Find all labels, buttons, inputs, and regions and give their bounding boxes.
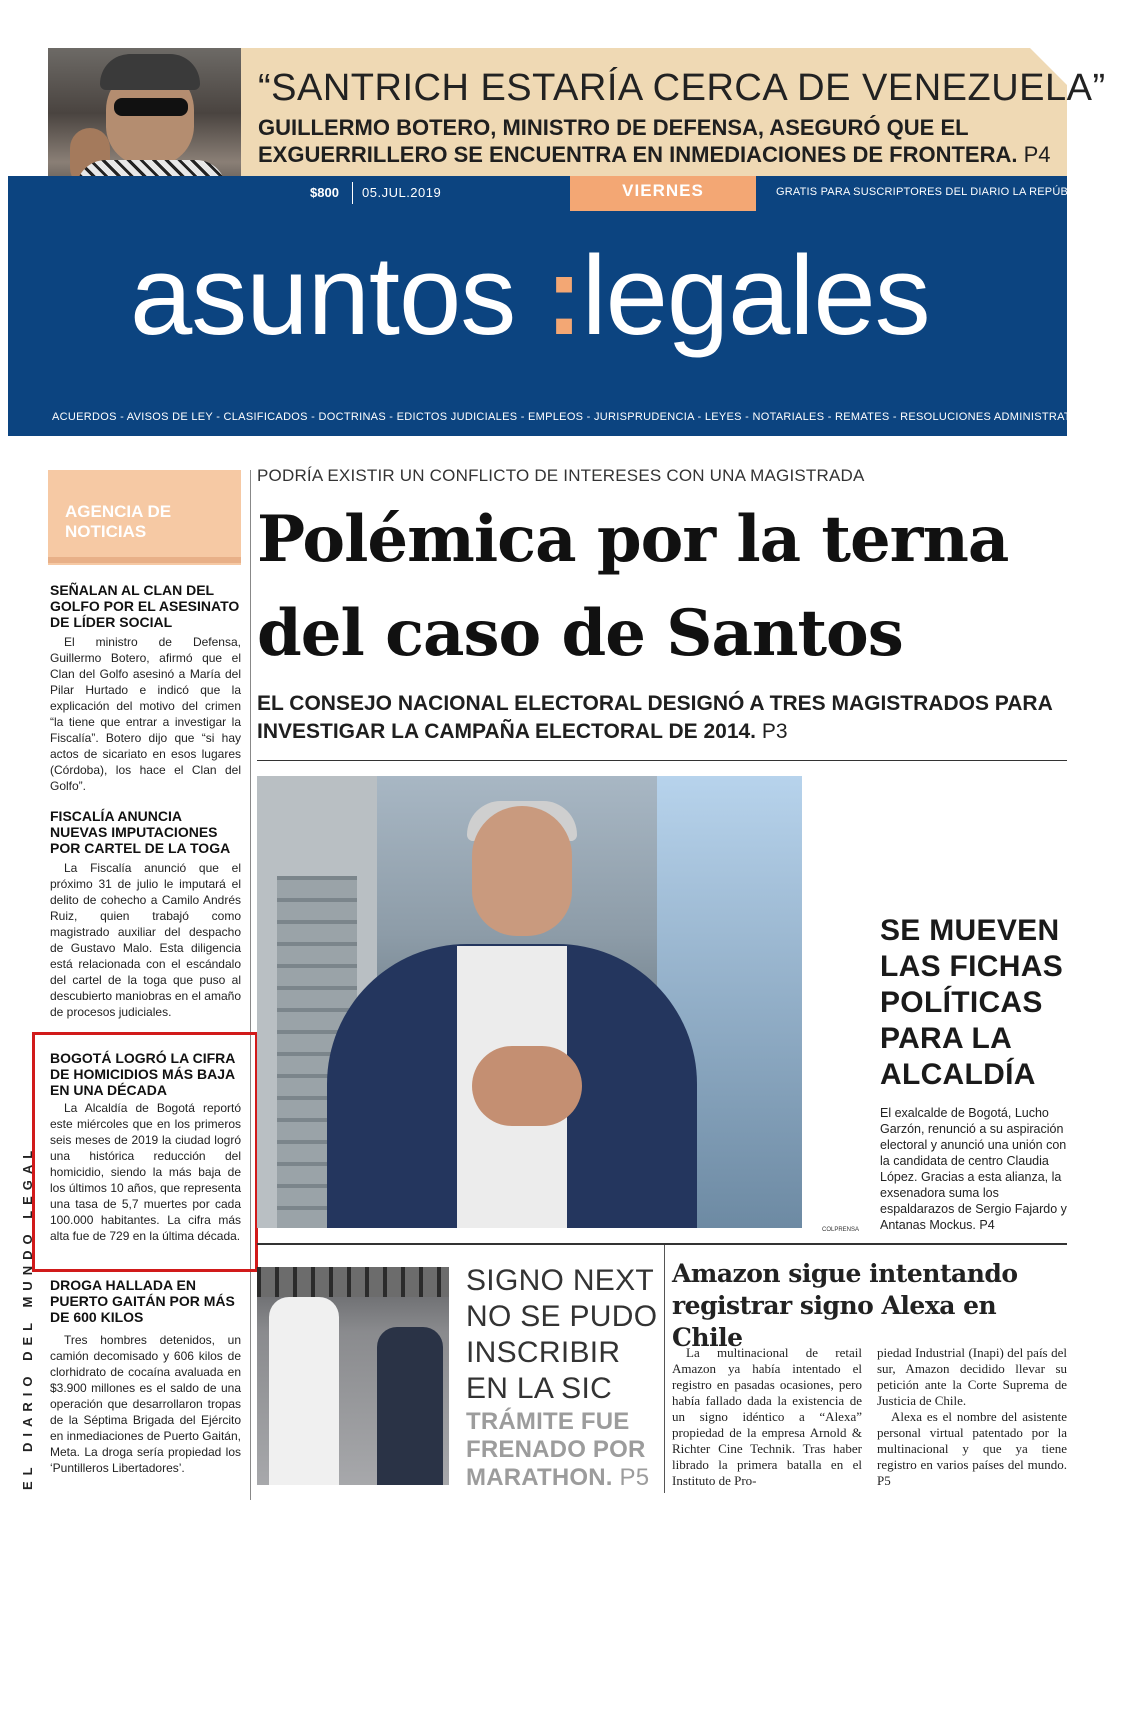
photo-credit: COLPRENSA bbox=[822, 1227, 860, 1233]
main-page-ref: P3 bbox=[761, 720, 788, 743]
next-deck-text: TRÁMITE FUE FRENADO POR MARATHON. bbox=[466, 1408, 646, 1491]
brief-text: La Alcaldía de Bogotá reportó este miércoles que en los primeros seis meses de 2019 la ciudad logró una histórica reducción del homicidio, siendo la más baja de los últimos 10 años, que representa una tasa de 5,7 muertes por cada 100.000 habitantes. La cifra más alta fue de 729 en la última década. bbox=[50, 1101, 241, 1243]
teaser-quote: “SANTRICH ESTARÍA CERCA DE VENEZUELA” bbox=[258, 67, 1106, 109]
teaser-subhead bbox=[258, 114, 1058, 168]
side-body-text: El exalcalde de Bogotá, Lucho Garzón, renunció a su aspiración electoral y anunció una unión con la candidata de centro Claudia López. Gracias a esta alianza, la exsenadora suma los espaldarazos de Sergio Fajardo y Antanas Mockus. bbox=[880, 1106, 1067, 1232]
logo-right: legales bbox=[581, 233, 930, 358]
main-deck bbox=[257, 690, 1067, 746]
side-page-ref: P4 bbox=[979, 1218, 995, 1232]
amazon-column-2 bbox=[877, 1345, 1067, 1489]
side-headline: SE MUEVEN LAS FICHAS POLÍTICAS PARA LA ALCALDÍA bbox=[880, 914, 1063, 1091]
issue-price: $800 bbox=[310, 185, 339, 200]
section-list: ACUERDOS - AVISOS DE LEY - CLASIFICADOS - DOCTRINAS - EDICTOS JUDICIALES - EMPLEOS - JURISPRUDENCIA - LEYES - NOTARIALES - REMATES - RESOLUCIONES ADMINISTRATIVAS bbox=[52, 411, 1097, 423]
brief-body bbox=[50, 634, 241, 794]
logo-colon: : bbox=[545, 233, 582, 358]
teaser-page-ref: P4 bbox=[1023, 142, 1051, 167]
issue-date: 05.JUL.2019 bbox=[362, 185, 442, 200]
amazon-text: La multinacional de retail Amazon ya había intentado el registro en pasadas ocasiones, pero había fallado dada la existencia de un signo idéntico a “Alexa” propiedad de la empresa Arnold & Richter Cine Technik. Tras haber librado la primera batalla en el Instituto de Pro- bbox=[672, 1345, 862, 1488]
amazon-headline: Amazon sigue intentando registrar signo Alexa en Chile bbox=[672, 1259, 1018, 1352]
brief-headline: FISCALÍA ANUNCIA NUEVAS IMPUTACIONES POR CARTEL DE LA TOGA bbox=[50, 808, 231, 856]
side-body bbox=[880, 1105, 1070, 1233]
amazon-text-end bbox=[877, 1409, 1067, 1489]
brief-headline: SEÑALAN AL CLAN DEL GOLFO POR EL ASESINATO DE LÍDER SOCIAL bbox=[50, 582, 240, 630]
store-photo bbox=[257, 1267, 449, 1485]
amazon-column-1 bbox=[672, 1345, 862, 1489]
brief-headline: DROGA HALLADA EN PUERTO GAITÁN POR MÁS DE 600 KILOS bbox=[50, 1277, 235, 1325]
logo-left: asuntos bbox=[130, 233, 516, 358]
issue-day: VIERNES bbox=[570, 176, 756, 211]
main-deck-text: EL CONSEJO NACIONAL ELECTORAL DESIGNÓ A TRES MAGISTRADOS PARA INVESTIGAR LA CAMPAÑA ELECTORAL DE 2014. bbox=[257, 692, 1052, 743]
brief-headline: BOGOTÁ LOGRÓ LA CIFRA DE HOMICIDIOS MÁS BAJA EN UNA DÉCADA bbox=[50, 1050, 235, 1098]
brief-text: La Fiscalía anunció que el próximo 31 de julio le imputará el delito de cohecho a Camilo Andrés Ruiz, quien trabajó como magistrado auxiliar del despacho de Gustavo Malo. Esta diligencia está relacionada con el escándalo del cartel de la toga que puso al descubierto maniobras en el amaño de procesos judiciales. bbox=[50, 861, 241, 1019]
vertical-tagline bbox=[10, 1144, 35, 1500]
next-headline: SIGNO NEXT NO SE PUDO INSCRIBIR EN LA SIC bbox=[466, 1264, 658, 1405]
subscriber-note: GRATIS PARA SUSCRIPTORES DEL DIARIO LA REPÚBLICA bbox=[776, 186, 1094, 198]
brief-text: El ministro de Defensa, Guillermo Botero, afirmó que el Clan del Golfo asesinó a María del Pilar Hurtado e indicó que la explicación del motivo del crimen “la tiene que entrar a investigar la Fiscalía”. Botero dijo que “si hay actos de sicariato en esos lugares (Córdoba), los hace el Clan del Golfo”. bbox=[50, 635, 241, 793]
next-deck bbox=[466, 1408, 666, 1492]
main-kicker: PODRÍA EXISTIR UN CONFLICTO DE INTERESES CON UNA MAGISTRADA bbox=[257, 466, 865, 485]
brief-body bbox=[50, 1332, 241, 1476]
brief-body bbox=[50, 860, 241, 1020]
vertical-tagline-text: EL DIARIO DEL MUNDO LEGAL bbox=[20, 1144, 35, 1490]
main-photo bbox=[257, 776, 802, 1228]
amazon-text: Alexa es el nombre del asistente personal virtual patentado por la multinacional y que ya tiene registro en varios países del mundo. bbox=[877, 1409, 1067, 1472]
agencia-strip bbox=[48, 557, 241, 563]
column-divider bbox=[250, 470, 251, 1500]
highlight-box bbox=[32, 1032, 258, 1272]
publication-logo bbox=[130, 226, 990, 366]
brief-text: Tres hombres detenidos, un camión decomisado y 606 kilos de clorhidrato de cocaína avaluada en $3.900 millones es el saldo de una operación que desarrollaron tropas de la Séptima Brigada del Ejército en inmediaciones de Puerto Gaitán, Meta. La droga sería propiedad los ‘Puntilleros Libertadores’. bbox=[50, 1333, 241, 1475]
next-page-ref: P5 bbox=[619, 1464, 650, 1491]
meta-divider bbox=[352, 182, 353, 204]
section-rule bbox=[257, 1243, 1067, 1245]
deck-rule bbox=[257, 760, 1067, 761]
amazon-text: piedad Industrial (Inapi) del país del sur, Amazon decidido llevar su petición ante la Corte Suprema de Justicia de Chile. bbox=[877, 1345, 1067, 1408]
agencia-label: AGENCIA DE NOTICIAS bbox=[65, 502, 172, 541]
teaser-subhead-text: GUILLERMO BOTERO, MINISTRO DE DEFENSA, ASEGURÓ QUE EL EXGUERRILLERO SE ENCUENTRA EN INMEDIACIONES DE FRONTERA. bbox=[258, 115, 1018, 167]
main-headline: Polémica por la terna del caso de Santos bbox=[257, 502, 1009, 671]
column-divider bbox=[664, 1245, 665, 1493]
amazon-page-ref: P5 bbox=[877, 1473, 891, 1488]
